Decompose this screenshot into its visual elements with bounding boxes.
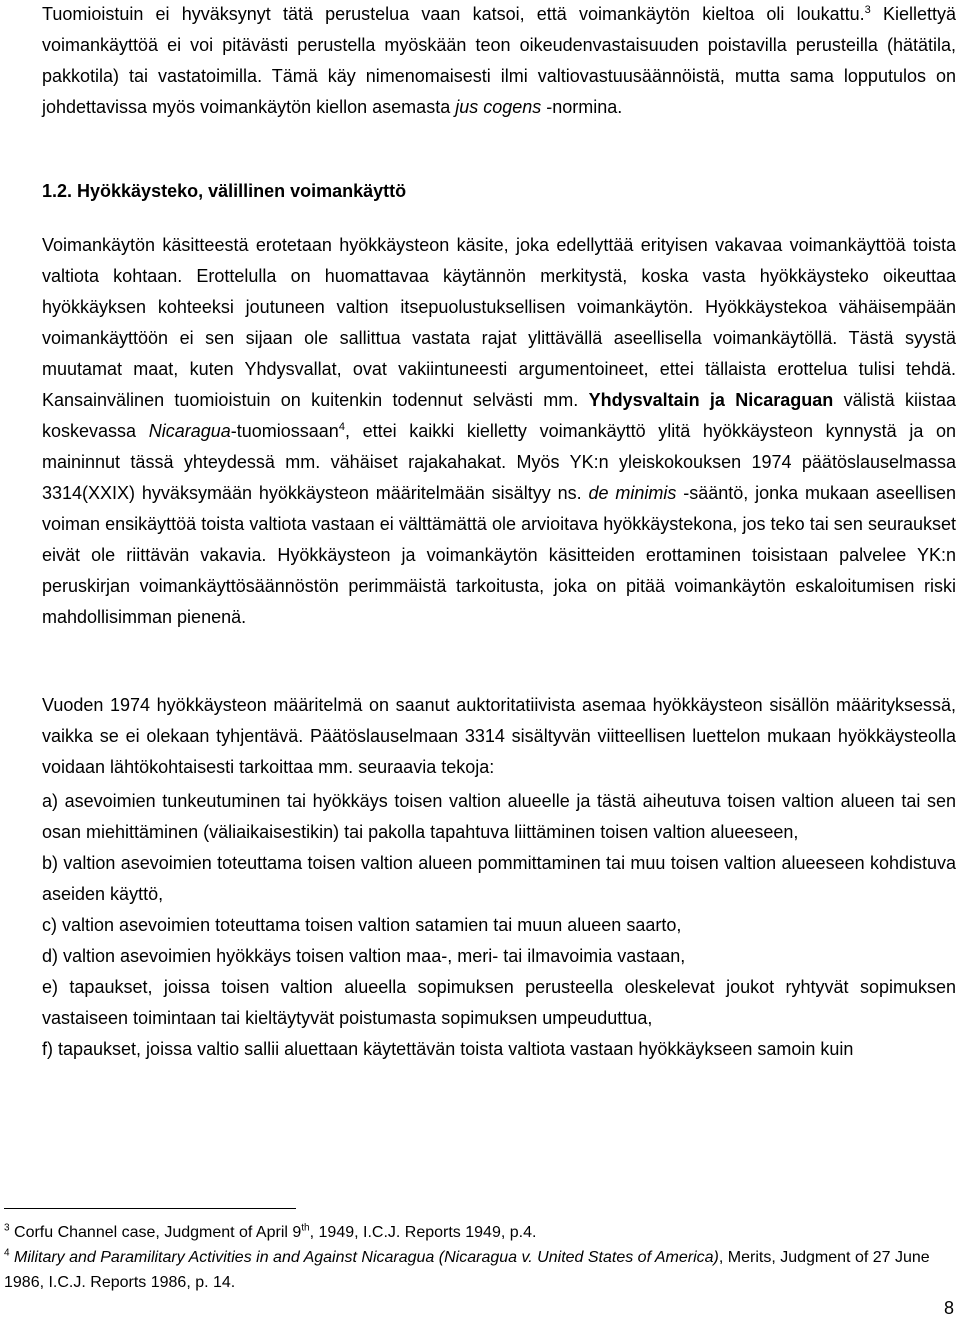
footnote-4-case-title: Military and Paramilitary Activities in and Against Nicaragua (Nicaragua v. United States of America) (9, 1249, 719, 1266)
footnote-3-text-a: Corfu Channel case, Judgment of April 9 (9, 1224, 302, 1241)
list-item-f: f) tapaukset, joissa valtio sallii aluettaan käytettävän toista valtiota vastaan hyökkäykseen samoin kuin (42, 1039, 854, 1059)
footnote-ref-3: 3 (864, 4, 871, 16)
footnote-4-text: , Merits, Judgment of 27 June 1986, I.C.J. Reports 1986, p. 14. (4, 1249, 930, 1291)
footnote-3 (4, 1220, 954, 1245)
paragraph-1974-definition (42, 690, 956, 783)
footnote-separator (4, 1208, 296, 1209)
de-minimis-term: de minimis (588, 483, 677, 503)
paragraph-2-text-2: välistä kiistaa koskevassa (42, 390, 957, 441)
nicaragua-italic: Nicaragua (148, 421, 231, 441)
list-item-d: d) valtion asevoimien hyökkäys toisen valtion maa-, meri- tai ilmavoimia vastaan, (42, 946, 686, 966)
footnote-3-number: 3 (4, 1222, 10, 1234)
top-paragraph (42, 0, 956, 123)
paragraph-2-text-5: -sääntö, jonka mukaan aseellisen voiman ensikäyttöä toista valtiota vastaan ei välttämättä ole arvioitava hyökkäystekona, jos teko tai sen seuraukset eivät ole riittävän vakavia. Hyökkäysteon ja voimankäytön käsitteiden erottaminen toisistaan palvelee YK:n peruskirjan voimankäyttösäännöstön perimmäistä tarkoitusta, joka on pitää voimankäytön eskaloitumisen riski mahdollisimman pienenä. (42, 483, 956, 627)
paragraph-2-text-4: , ettei kaikki kielletty voimankäyttö ylitä hyökkäysteon kynnystä ja on maininnut tässä yhteydessä mm. vähäiset rajakahakat. Myös YK:n yleiskokouksen 1974 päätöslauselmassa 3314(XXIX) hyväksymään hyökkäysteon määritelmään sisältyy ns. (42, 421, 957, 503)
list-item-e: e) tapaukset, joissa toisen valtion alueella sopimuksen perusteella oleskelevat joukot ryhtyvät sopimuksen vastaiseen toimintaan tai kieltäytyvät poistumasta sopimuksen umpeuduttua, (42, 977, 956, 1028)
footnote-ref-4: 4 (338, 421, 345, 433)
paragraph-hyokkaysteko (42, 230, 956, 633)
paragraph-3-text: Vuoden 1974 hyökkäysteon määritelmä on saanut auktoritatiivista asemaa hyökkäysteon sisällön määrityksessä, vaikka se ei olekaan tyhjentävä. Päätöslauselmaan 3314 sisältyvän viitteellisen luettelon mukaan hyökkäysteolla voidaan lähtökohtaisesti tarkoittaa mm. seuraavia tekoja: (42, 695, 956, 777)
top-paragraph-text-3: -normina. (541, 97, 623, 117)
footnote-4-number: 4 (4, 1247, 10, 1259)
footnote-3-text-b: , 1949, I.C.J. Reports 1949, p.4. (309, 1224, 537, 1241)
footnote-3-ordinal: th (301, 1222, 310, 1234)
page-number: 8 (943, 1298, 954, 1318)
paragraph-2-bold: Yhdysvaltain ja Nicaraguan (588, 390, 834, 410)
paragraph-2-text-1: Voimankäytön käsitteestä erotetaan hyökkäysteon käsite, joka edellyttää erityisen vakavaa voimankäyttöä toista valtiota kohtaan. Erottelulla on huomattavaa käytännön merkitystä, koska vasta hyökkäysteko oikeuttaa hyökkäyksen kohteeksi joutuneen valtion itsepuolustuksellisen voimankäytön. Hyökkäystekoa vähäisempään voimankäyttöön ei sen sijaan ole sallittua vastata rajat ylittävällä aseellisella voimankäytöllä. Tästä syystä muutamat maat, kuten Yhdysvallat, ovat vakiintuneesti argumentoineet, ettei tällaista erottelua tulisi tehdä. Kansainvälinen tuomioistuin on kuitenkin todennut selvästi mm. (42, 235, 956, 410)
footnotes (4, 1220, 954, 1295)
list-item-c: c) valtion asevoimien toteuttama toisen valtion satamien tai muun alueen saarto, (42, 915, 682, 935)
list-item-b: b) valtion asevoimien toteuttama toisen valtion alueen pommittaminen tai muu toisen valtion alueeseen kohdistuva aseiden käyttö, (42, 853, 956, 904)
aggression-acts-list (42, 786, 956, 1065)
jus-cogens-term: jus cogens (455, 97, 542, 117)
footnote-4 (4, 1245, 954, 1295)
list-item-a: a) asevoimien tunkeutuminen tai hyökkäys toisen valtion alueelle ja tästä aiheutuva toisen valtion alueen tai sen osan miehittäminen (väliaikaisestikin) tai pakolla tapahtuva liittäminen toisen valtion alueeseen, (42, 791, 956, 842)
section-heading: 1.2. Hyökkäysteko, välillinen voimankäyttö (42, 181, 407, 201)
top-paragraph-text-1: Tuomioistuin ei hyväksynyt tätä perustelua vaan katsoi, että voimankäytön kieltoa oli loukattu. (42, 4, 865, 24)
top-paragraph-text-2: Kiellettyä voimankäyttöä ei voi pitävästi perustella myöskään teon oikeudenvastaisuuden poistavilla perusteilla (hätätila, pakkotila) tai vastatoimilla. Tämä käy nimenomaisesti ilmi valtiovastuusäännöistä, mutta sama lopputulos on johdettavissa myös voimankäytön kiellon asemasta (42, 4, 956, 117)
paragraph-2-text-3: -tuomiossaan (230, 421, 339, 441)
